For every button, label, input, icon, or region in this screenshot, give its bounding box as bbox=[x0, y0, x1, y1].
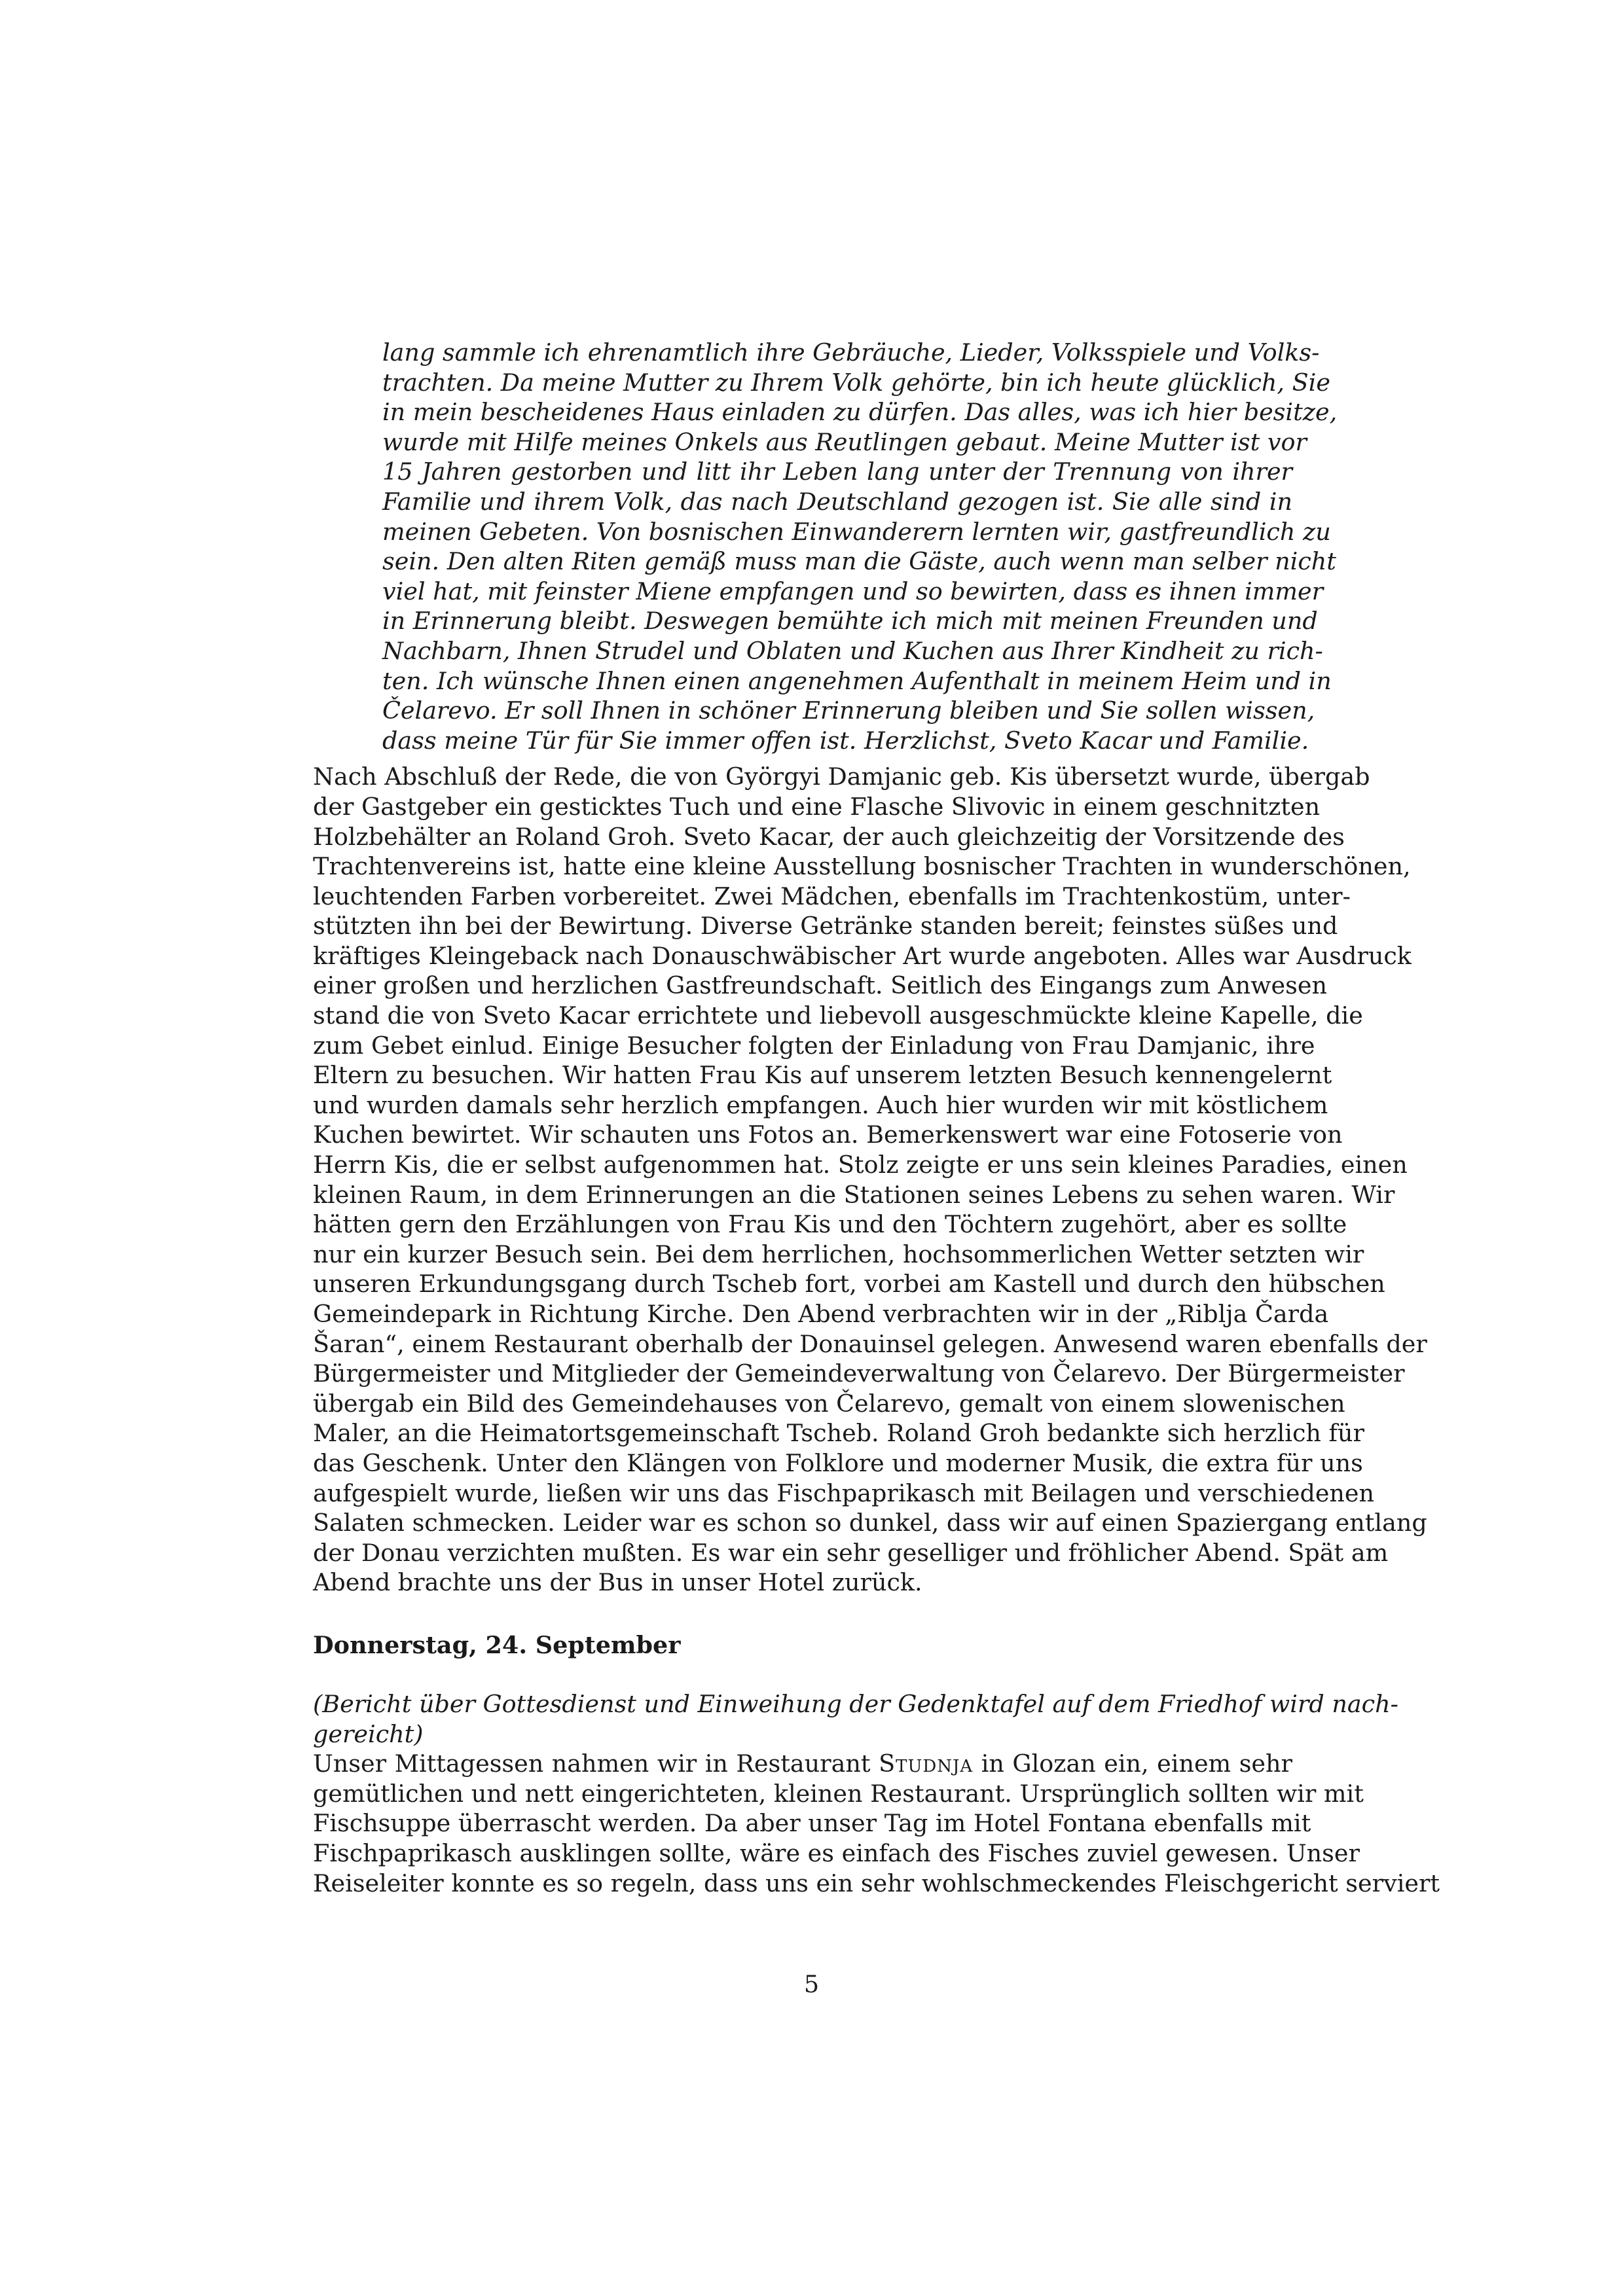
quote-line: wurde mit Hilfe meines Onkels aus Reutlingen gebaut. Meine Mutter ist vor bbox=[382, 427, 1307, 456]
body-line: Bürgermeister und Mitglieder der Gemeindeverwaltung von Čelarevo. Der Bürgermeister bbox=[313, 1359, 1405, 1388]
body-line: Herrn Kis, die er selbst aufgenommen hat. Stolz zeigte er uns sein kleines Paradies, einen bbox=[313, 1151, 1408, 1179]
body-line: und wurden damals sehr herzlich empfangen. Auch hier wurden wir mit köstlichem bbox=[313, 1090, 1328, 1119]
body-line: hätten gern den Erzählungen von Frau Kis und den Töchtern zugehört, aber es sollte bbox=[313, 1210, 1347, 1239]
quote-line: meinen Gebeten. Von bosnischen Einwanderern lernten wir, gastfreundlich zu bbox=[382, 517, 1331, 546]
body-line: aufgespielt wurde, ließen wir uns das Fischpaprikasch mit Beilagen und verschiedenen bbox=[313, 1479, 1375, 1507]
quote-line: Nachbarn, Ihnen Strudel und Oblaten und Kuchen aus Ihrer Kindheit zu rich- bbox=[382, 636, 1323, 665]
quote-line: Čelarevo. Er soll Ihnen in schöner Erinnerung bleiben und Sie sollen wissen, bbox=[382, 696, 1315, 725]
body-line: Fischsuppe überrascht werden. Da aber unser Tag im Hotel Fontana ebenfalls mit bbox=[313, 1809, 1311, 1838]
body-line: nur ein kurzer Besuch sein. Bei dem herrlichen, hochsommerlichen Wetter setzten wir bbox=[313, 1240, 1364, 1268]
body-line: leuchtenden Farben vorbereitet. Zwei Mädchen, ebenfalls im Trachtenkostüm, unter- bbox=[313, 882, 1351, 910]
section-heading: Donnerstag, 24. September bbox=[313, 1630, 681, 1659]
body-line: unseren Erkundungsgang durch Tscheb fort, vorbei am Kastell und durch den hübschen bbox=[313, 1270, 1385, 1299]
restaurant-name: Studnja bbox=[879, 1749, 974, 1778]
body-paragraph-2 bbox=[313, 1749, 1440, 1898]
text-run: in Glozan ein, einem sehr bbox=[973, 1749, 1292, 1778]
body-line: stand die von Sveto Kacar errichtete und liebevoll ausgeschmückte kleine Kapelle, die bbox=[313, 1001, 1363, 1030]
quote-line: viel hat, mit feinster Miene empfangen und so bewirten, dass es ihnen immer bbox=[382, 577, 1324, 605]
body-line: Reiseleiter konnte es so regeln, dass uns ein sehr wohlschmeckendes Fleischgericht serviert bbox=[313, 1869, 1440, 1897]
text-run: Unser Mittagessen nahmen wir in Restaurant bbox=[313, 1749, 879, 1778]
body-line: übergab ein Bild des Gemeindehauses von Čelarevo, gemalt von einem slowenischen bbox=[313, 1389, 1345, 1418]
note-line: gereicht) bbox=[313, 1719, 424, 1748]
body-line: Holzbehälter an Roland Groh. Sveto Kacar, der auch gleichzeitig der Vorsitzende des bbox=[313, 822, 1345, 851]
document-page bbox=[313, 338, 1440, 1898]
editorial-note bbox=[313, 1689, 1398, 1749]
letter-quote bbox=[382, 338, 1338, 755]
body-line: Salaten schmecken. Leider war es schon so dunkel, dass wir auf einen Spaziergang entlang bbox=[313, 1509, 1427, 1537]
body-line: Nach Abschluß der Rede, die von Györgyi Damjanic geb. Kis übersetzt wurde, übergab bbox=[313, 762, 1370, 791]
quote-line: dass meine Tür für Sie immer offen ist. Herzlichst, Sveto Kacar und Familie. bbox=[382, 726, 1309, 755]
body-line: kräftiges Kleingeback nach Donauschwäbischer Art wurde angeboten. Alles war Ausdruck bbox=[313, 941, 1412, 970]
body-line: zum Gebet einlud. Einige Besucher folgten der Einladung von Frau Damjanic, ihre bbox=[313, 1031, 1315, 1060]
body-line: kleinen Raum, in dem Erinnerungen an die Stationen seines Lebens zu sehen waren. Wir bbox=[313, 1180, 1395, 1209]
body-line: einer großen und herzlichen Gastfreundschaft. Seitlich des Eingangs zum Anwesen bbox=[313, 971, 1327, 1000]
body-line: der Gastgeber ein gesticktes Tuch und eine Flasche Slivovic in einem geschnitzten bbox=[313, 792, 1321, 821]
quote-line: trachten. Da meine Mutter zu Ihrem Volk gehörte, bin ich heute glücklich, Sie bbox=[382, 368, 1330, 397]
body-line: Trachtenvereins ist, hatte eine kleine Ausstellung bosnischer Trachten in wunderschönen, bbox=[313, 852, 1411, 881]
body-line: Gemeindepark in Richtung Kirche. Den Abend verbrachten wir in der „Riblja Čarda bbox=[313, 1300, 1329, 1328]
body-line: der Donau verzichten mußten. Es war ein sehr geselliger und fröhlicher Abend. Spät am bbox=[313, 1538, 1389, 1567]
page-number: 5 bbox=[803, 1970, 820, 1998]
quote-line: 15 Jahren gestorben und litt ihr Leben lang unter der Trennung von ihrer bbox=[382, 457, 1292, 486]
body-paragraph bbox=[313, 762, 1427, 1598]
quote-line: in Erinnerung bleibt. Deswegen bemühte ich mich mit meinen Freunden und bbox=[382, 607, 1318, 636]
quote-line: Familie und ihrem Volk, das nach Deutschland gezogen ist. Sie alle sind in bbox=[382, 487, 1292, 516]
note-line: (Bericht über Gottesdienst und Einweihung der Gedenktafel auf dem Friedhof wird nach- bbox=[313, 1689, 1398, 1718]
body-line: Šaran“, einem Restaurant oberhalb der Donauinsel gelegen. Anwesend waren ebenfalls der bbox=[313, 1329, 1427, 1358]
body-line: stützten ihn bei der Bewirtung. Diverse Getränke standen bereit; feinstes süßes und bbox=[313, 912, 1338, 941]
body-line: Kuchen bewirtet. Wir schauten uns Fotos an. Bemerkenswert war eine Fotoserie von bbox=[313, 1121, 1343, 1149]
body-line: Fischpaprikasch ausklingen sollte, wäre es einfach des Fisches zuviel gewesen. Unser bbox=[313, 1839, 1360, 1867]
body-line bbox=[313, 1749, 1292, 1779]
body-line: Eltern zu besuchen. Wir hatten Frau Kis auf unserem letzten Besuch kennengelernt bbox=[313, 1061, 1332, 1090]
body-line: gemütlichen und nett eingerichteten, kleinen Restaurant. Ursprünglich sollten wir mit bbox=[313, 1779, 1364, 1808]
body-line: Maler, an die Heimatortsgemeinschaft Tscheb. Roland Groh bedankte sich herzlich für bbox=[313, 1419, 1364, 1448]
body-line: Abend brachte uns der Bus in unser Hotel zurück. bbox=[313, 1568, 922, 1597]
quote-line: in mein bescheidenes Haus einladen zu dürfen. Das alles, was ich hier besitze, bbox=[382, 398, 1338, 427]
quote-line: sein. Den alten Riten gemäß muss man die Gäste, auch wenn man selber nicht bbox=[382, 547, 1336, 576]
body-line: das Geschenk. Unter den Klängen von Folklore und moderner Musik, die extra für uns bbox=[313, 1448, 1363, 1477]
quote-line: lang sammle ich ehrenamtlich ihre Gebräuche, Lieder, Volksspiele und Volks- bbox=[382, 338, 1320, 367]
quote-line: ten. Ich wünsche Ihnen einen angenehmen Aufenthalt in meinem Heim und in bbox=[382, 666, 1332, 695]
